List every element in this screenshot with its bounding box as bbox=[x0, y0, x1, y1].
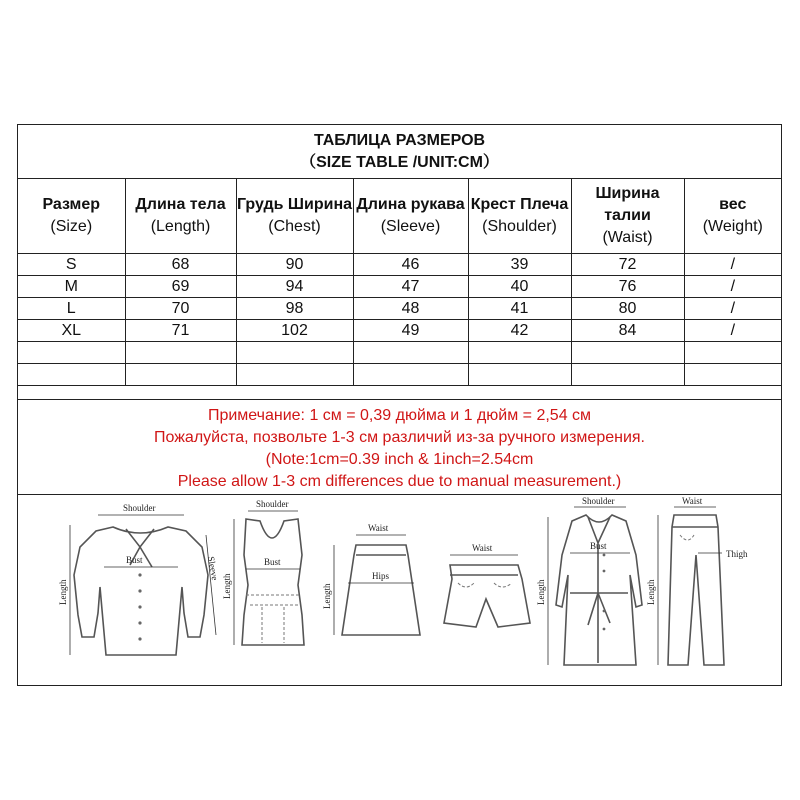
shorts-diagram bbox=[444, 543, 530, 627]
table-cell-empty bbox=[236, 342, 353, 364]
table-cell: 68 bbox=[125, 254, 236, 276]
table-cell: L bbox=[18, 298, 125, 320]
table-cell: / bbox=[684, 276, 781, 298]
header-chest bbox=[236, 179, 353, 254]
note-line: (Note:1cm=0.39 inch & 1inch=2.54cm bbox=[265, 451, 534, 468]
table-title-ru: ТАБЛИЦА РАЗМЕРОВ bbox=[313, 131, 486, 149]
label-waist: Waist bbox=[472, 543, 493, 553]
header-label-ru: вес bbox=[719, 196, 747, 213]
header-label-ru: Грудь Ширина bbox=[236, 196, 353, 213]
table-cell: 76 bbox=[571, 276, 684, 298]
header-row bbox=[18, 179, 781, 254]
label-hips: Hips bbox=[372, 571, 390, 581]
size-chart-sheet bbox=[17, 124, 782, 686]
label-length: Length bbox=[222, 573, 232, 599]
table-title bbox=[18, 125, 781, 179]
header-label-ru: Ширина талии bbox=[595, 185, 660, 224]
table-cell: M bbox=[18, 276, 125, 298]
table-cell-empty bbox=[18, 364, 125, 386]
table-cell: 71 bbox=[125, 320, 236, 342]
label-waist: Waist bbox=[682, 496, 703, 506]
table-cell: 48 bbox=[353, 298, 468, 320]
table-cell-empty bbox=[571, 364, 684, 386]
table-cell-empty bbox=[571, 342, 684, 364]
table-row-empty bbox=[18, 364, 781, 386]
header-label-en: (Waist) bbox=[602, 229, 653, 246]
table-cell: 102 bbox=[236, 320, 353, 342]
header-label-en: (Shoulder) bbox=[482, 218, 557, 235]
table-cell: 70 bbox=[125, 298, 236, 320]
table-cell: 39 bbox=[468, 254, 571, 276]
label-sleeve: Sleeve bbox=[206, 555, 221, 581]
label-bust: Bust bbox=[126, 555, 143, 565]
header-label-ru: Длина тела bbox=[135, 196, 226, 213]
label-bust: Bust bbox=[264, 557, 281, 567]
table-cell: 80 bbox=[571, 298, 684, 320]
label-shoulder: Shoulder bbox=[582, 496, 615, 506]
table-cell-empty bbox=[353, 342, 468, 364]
note-line: Примечание: 1 см = 0,39 дюйма и 1 дюйм = 2,54 см bbox=[207, 407, 592, 424]
header-waist bbox=[571, 179, 684, 254]
table-cell: 40 bbox=[468, 276, 571, 298]
table-cell-empty bbox=[468, 342, 571, 364]
table-cell: S bbox=[18, 254, 125, 276]
table-cell: 46 bbox=[353, 254, 468, 276]
table-cell: XL bbox=[18, 320, 125, 342]
table-cell: / bbox=[684, 298, 781, 320]
header-label-en: (Sleeve) bbox=[380, 218, 441, 235]
table-row bbox=[18, 320, 781, 342]
table-cell: 98 bbox=[236, 298, 353, 320]
vest-diagram bbox=[222, 499, 304, 645]
garment-diagrams bbox=[18, 495, 781, 685]
trousers-diagram bbox=[646, 496, 748, 665]
header-weight bbox=[684, 179, 781, 254]
label-length: Length bbox=[58, 579, 68, 605]
header-label-ru: Размер bbox=[42, 196, 101, 213]
header-label-en: (Length) bbox=[150, 218, 211, 235]
size-table bbox=[18, 125, 781, 386]
header-label-ru: Крест Плеча bbox=[470, 196, 569, 213]
table-cell-empty bbox=[468, 364, 571, 386]
header-length bbox=[125, 179, 236, 254]
note-line: Please allow 1-3 cm differences due to manual measurement.) bbox=[177, 473, 622, 490]
table-cell: 90 bbox=[236, 254, 353, 276]
header-label-en: (Weight) bbox=[702, 218, 763, 235]
label-length: Length bbox=[646, 579, 656, 605]
label-waist: Waist bbox=[368, 523, 389, 533]
table-cell: 42 bbox=[468, 320, 571, 342]
skirt-diagram bbox=[322, 523, 420, 635]
table-cell: 49 bbox=[353, 320, 468, 342]
table-cell-empty bbox=[125, 342, 236, 364]
table-row bbox=[18, 254, 781, 276]
table-cell: 47 bbox=[353, 276, 468, 298]
table-cell-empty bbox=[684, 342, 781, 364]
table-cell: 72 bbox=[571, 254, 684, 276]
table-cell-empty bbox=[684, 364, 781, 386]
table-cell-empty bbox=[125, 364, 236, 386]
table-cell: / bbox=[684, 254, 781, 276]
label-bust: Bust bbox=[590, 541, 607, 551]
table-cell: 94 bbox=[236, 276, 353, 298]
label-shoulder: Shoulder bbox=[256, 499, 289, 509]
table-row bbox=[18, 298, 781, 320]
table-cell: 84 bbox=[571, 320, 684, 342]
table-cell: / bbox=[684, 320, 781, 342]
label-thigh: Thigh bbox=[726, 549, 748, 559]
garment-diagrams-svg bbox=[18, 495, 781, 685]
header-label-ru: Длина рукава bbox=[356, 196, 465, 213]
label-shoulder: Shoulder bbox=[123, 503, 156, 513]
table-cell: 69 bbox=[125, 276, 236, 298]
coat-diagram bbox=[536, 496, 642, 665]
header-shoulder bbox=[468, 179, 571, 254]
table-cell-empty bbox=[18, 342, 125, 364]
note-line: Пожалуйста, позвольте 1-3 см различий из-за ручного измерения. bbox=[154, 429, 645, 446]
table-title-en: （SIZE TABLE /UNIT:CM） bbox=[300, 153, 499, 171]
table-row bbox=[18, 276, 781, 298]
header-size bbox=[18, 179, 125, 254]
label-length: Length bbox=[322, 583, 332, 609]
header-label-en: (Chest) bbox=[268, 218, 321, 235]
table-cell: 41 bbox=[468, 298, 571, 320]
measurement-notes bbox=[18, 399, 781, 495]
label-length: Length bbox=[536, 579, 546, 605]
header-sleeve bbox=[353, 179, 468, 254]
table-cell-empty bbox=[236, 364, 353, 386]
table-row-empty bbox=[18, 342, 781, 364]
table-cell-empty bbox=[353, 364, 468, 386]
header-label-en: (Size) bbox=[50, 218, 93, 235]
blouse-diagram bbox=[58, 503, 220, 655]
